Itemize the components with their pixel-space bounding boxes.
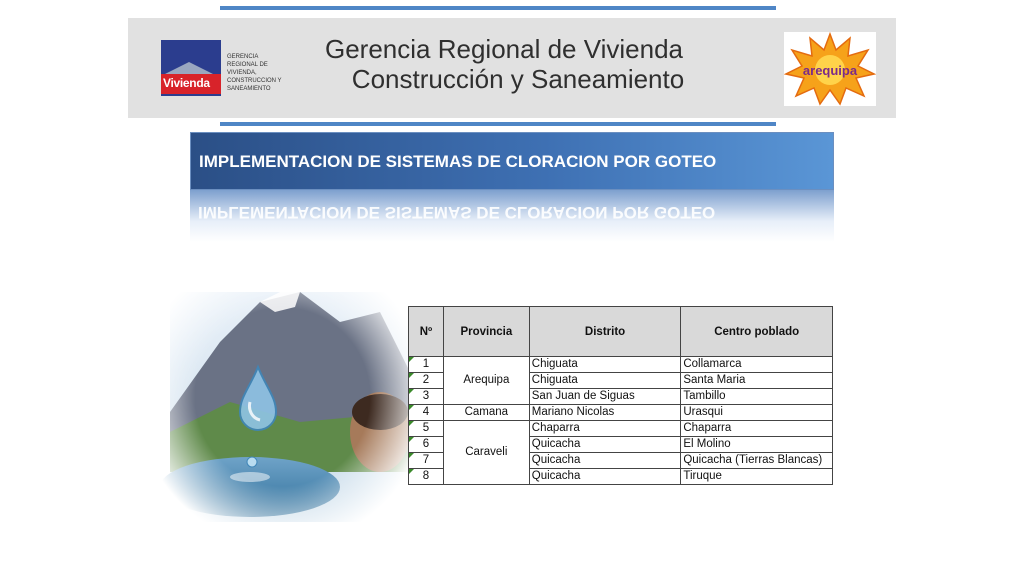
centro-cell: Collamarca: [681, 357, 833, 373]
row-number: 3: [409, 389, 444, 405]
row-number: 5: [409, 421, 444, 437]
water-illustration: [150, 262, 415, 532]
title-line-1: Gerencia Regional de Vivienda: [325, 34, 683, 64]
logo-caption: GERENCIA REGIONAL DE VIVIENDA, CONSTRUCCION Y SANEAMIENTO: [227, 54, 282, 92]
distrito-cell: Quicacha: [529, 469, 681, 485]
top-divider: [220, 6, 776, 10]
badge-text: arequipa: [802, 63, 858, 78]
centro-cell: Urasqui: [681, 405, 833, 421]
col-header-number: Nº: [409, 307, 444, 357]
centro-cell: Tambillo: [681, 389, 833, 405]
row-number: 6: [409, 437, 444, 453]
row-number: 7: [409, 453, 444, 469]
distrito-cell: Chiguata: [529, 357, 681, 373]
col-header-distrito: Distrito: [529, 307, 681, 357]
logo-word: Vivienda: [163, 76, 210, 90]
centro-cell: Quicacha (Tierras Blancas): [681, 453, 833, 469]
table-row: [409, 405, 833, 421]
row-number: 4: [409, 405, 444, 421]
row-number: 8: [409, 469, 444, 485]
distrito-cell: San Juan de Siguas: [529, 389, 681, 405]
centro-cell: Santa Maria: [681, 373, 833, 389]
table-row: [409, 421, 833, 437]
province-cell: Camana: [443, 405, 529, 421]
distrito-cell: Quicacha: [529, 453, 681, 469]
page-title: [318, 34, 718, 94]
banner-reflection-text: IMPLEMENTACION DE SISTEMAS DE CLORACION POR GOTEO: [198, 203, 716, 222]
col-header-centro: Centro poblado: [681, 307, 833, 357]
table-row: [409, 357, 833, 373]
settlements-table: [408, 306, 833, 485]
distrito-cell: Chaparra: [529, 421, 681, 437]
distrito-cell: Chiguata: [529, 373, 681, 389]
logo-roof-shape: [165, 62, 213, 74]
centro-cell: El Molino: [681, 437, 833, 453]
province-cell: Arequipa: [443, 357, 529, 405]
row-number: 1: [409, 357, 444, 373]
row-number: 2: [409, 373, 444, 389]
banner-title: IMPLEMENTACION DE SISTEMAS DE CLORACION POR GOTEO: [199, 152, 717, 171]
section-banner: [190, 132, 834, 190]
col-header-provincia: Provincia: [443, 307, 529, 357]
table-header-row: [409, 307, 833, 357]
centro-cell: Chaparra: [681, 421, 833, 437]
distrito-cell: Mariano Nicolas: [529, 405, 681, 421]
header-panel: [128, 18, 896, 118]
centro-cell: Tiruque: [681, 469, 833, 485]
bottom-divider: [220, 122, 776, 126]
distrito-cell: Quicacha: [529, 437, 681, 453]
arequipa-badge: [784, 32, 876, 106]
banner-reflection: [190, 190, 834, 242]
province-cell: Caraveli: [443, 421, 529, 485]
vivienda-logo: [161, 40, 221, 96]
title-line-2: Construcción y Saneamiento: [351, 64, 685, 94]
